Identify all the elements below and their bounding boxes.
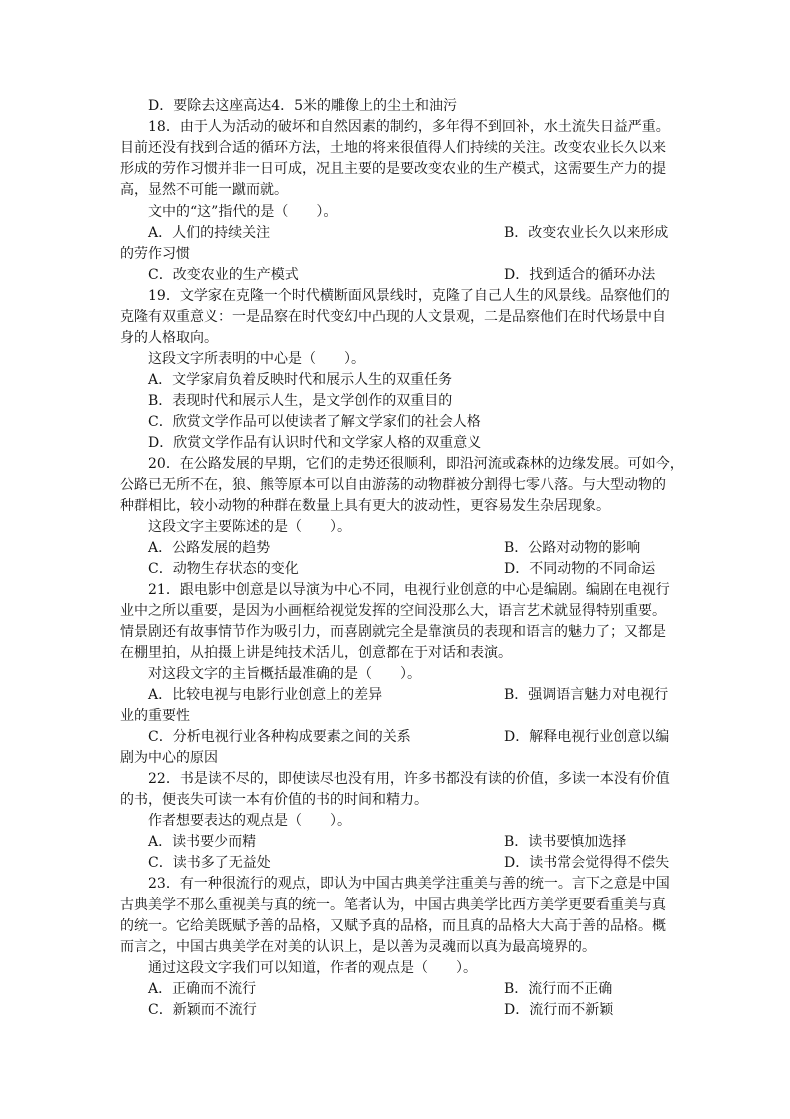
q22-option-d: D．读书常会觉得得不偿失 xyxy=(504,855,670,871)
q22-stem-line: 22．书是读不尽的，即使读尽也没有用，许多书都没有读的价值，多读一本没有价值 xyxy=(148,771,670,787)
q21-option-b-cont: 业的重要性 xyxy=(120,708,190,724)
q19-stem-line: 身的人格取向。 xyxy=(120,330,218,346)
q20-stem-line: 公路已无所不在，狼、熊等原本可以自由游荡的动物群被分割得七零八落。与大型动物的 xyxy=(120,477,666,493)
q23-stem-line: 23．有一种很流行的观点，即认为中国古典美学注重美与善的统一。言下之意是中国 xyxy=(148,876,670,892)
q19-question: 这段文字所表明的中心是（ ）。 xyxy=(148,351,365,367)
q19-option-b: B．表现时代和展示人生，是文学创作的双重目的 xyxy=(148,393,453,409)
q18-stem-line: 形成的劳作习惯并非一日可成，况且主要的是要改变农业的生产模式，这需要生产力的提 xyxy=(120,161,666,177)
q23-stem-line: 而言之，中国古典美学在对美的认识上，是以善为灵魂而以真为最高境界的。 xyxy=(120,939,596,955)
q22-option-b: B．读书要慎加选择 xyxy=(504,834,627,850)
q18-option-b-cont: 的劳作习惯 xyxy=(120,246,190,262)
q21-option-d: D．解释电视行业创意以编 xyxy=(504,729,670,745)
q17-option-d: D．要除去这座高达4．5米的雕像上的尘土和油污 xyxy=(148,98,458,114)
q23-option-b: B．流行而不正确 xyxy=(504,981,613,997)
q22-option-c: C．读书多了无益处 xyxy=(148,855,271,871)
q18-option-d: D．找到适合的循环办法 xyxy=(504,267,656,283)
q21-stem-line: 情景剧还有故事情节作为吸引力，而喜剧就完全是靠演员的表现和语言的魅力了；又都是 xyxy=(120,624,666,640)
q20-option-c: C．动物生存状态的变化 xyxy=(148,561,299,577)
q21-stem-line: 在棚里拍，从拍摄上讲是纯技术活儿，创意都在于对话和表演。 xyxy=(120,645,512,661)
q20-option-d: D．不同动物的不同命运 xyxy=(504,561,656,577)
q18-stem-line: 高，显然不可能一蹴而就。 xyxy=(120,182,288,198)
q20-option-b: B．公路对动物的影响 xyxy=(504,540,641,556)
q21-option-c: C．分析电视行业各种构成要素之间的关系 xyxy=(148,729,411,745)
q21-option-b: B．强调语言魅力对电视行 xyxy=(504,687,669,703)
q18-stem-line: 目前还没有找到合适的循环方法，土地的将来很值得人们持续的关注。改变农业长久以来 xyxy=(120,140,666,156)
q18-option-a: A．人们的持续关注 xyxy=(148,225,271,241)
q22-stem-line: 的书，便丧失可读一本有价值的书的时间和精力。 xyxy=(120,792,428,808)
q19-stem-line: 19．文学家在克隆一个时代横断面风景线时，克隆了自己人生的风景线。品察他们的 xyxy=(148,288,670,304)
q22-question: 作者想要表达的观点是（ ）。 xyxy=(148,813,351,829)
q19-option-d: D．欣赏文学作品有认识时代和文学家人格的双重意义 xyxy=(148,435,482,451)
q23-option-d: D．流行而不新颖 xyxy=(504,1002,614,1018)
q21-question: 对这段文字的主旨概括最准确的是（ ）。 xyxy=(148,666,421,682)
q23-stem-line: 的统一。它给美既赋予善的品格，又赋予真的品格，而且真的品格大大高于善的品格。概 xyxy=(120,918,666,934)
q21-stem-line: 21．跟电影中创意是以导演为中心不同，电视行业创意的中心是编剧。编剧在电视行 xyxy=(148,582,670,598)
q21-option-a: A．比较电视与电影行业创意上的差异 xyxy=(148,687,383,703)
q20-stem-line: 20．在公路发展的早期，它们的走势还很顺利，即沿河流或森林的边缘发展。可如今， xyxy=(148,456,684,472)
q19-option-c: C．欣赏文学作品可以使读者了解文学家们的社会人格 xyxy=(148,414,481,430)
q20-stem-line: 种群相比，较小动物的种群在数量上具有更大的波动性，更容易发生杂居现象。 xyxy=(120,498,610,514)
q23-option-a: A．正确而不流行 xyxy=(148,981,257,997)
q23-option-c: C．新颖而不流行 xyxy=(148,1002,257,1018)
q23-question: 通过这段文字我们可以知道，作者的观点是（ ）。 xyxy=(148,960,477,976)
q18-option-b: B．改变农业长久以来形成 xyxy=(504,225,669,241)
q20-question: 这段文字主要陈述的是（ ）。 xyxy=(148,519,351,535)
q18-question: 文中的“这”指代的是（ ）。 xyxy=(148,204,338,220)
q22-option-a: A．读书要少而精 xyxy=(148,834,257,850)
q20-option-a: A．公路发展的趋势 xyxy=(148,540,271,556)
q21-option-d-cont: 剧为中心的原因 xyxy=(120,750,218,766)
q19-stem-line: 克隆有双重意义：一是品察在时代变幻中凸现的人文景观，二是品察他们在时代场景中自 xyxy=(120,309,666,325)
q18-stem-line: 18．由于人为活动的破坏和自然因素的制约，多年得不到回补，水土流失日益严重。 xyxy=(148,119,670,135)
q19-option-a: A．文学家肩负着反映时代和展示人生的双重任务 xyxy=(148,372,453,388)
q23-stem-line: 古典美学不那么重视美与真的统一。笔者认为，中国古典美学比西方美学更要看重美与真 xyxy=(120,897,666,913)
q21-stem-line: 业中之所以重要，是因为小画框给视觉发挥的空间没那么大，语言艺术就显得特别重要。 xyxy=(120,603,666,619)
q18-option-c: C．改变农业的生产模式 xyxy=(148,267,299,283)
